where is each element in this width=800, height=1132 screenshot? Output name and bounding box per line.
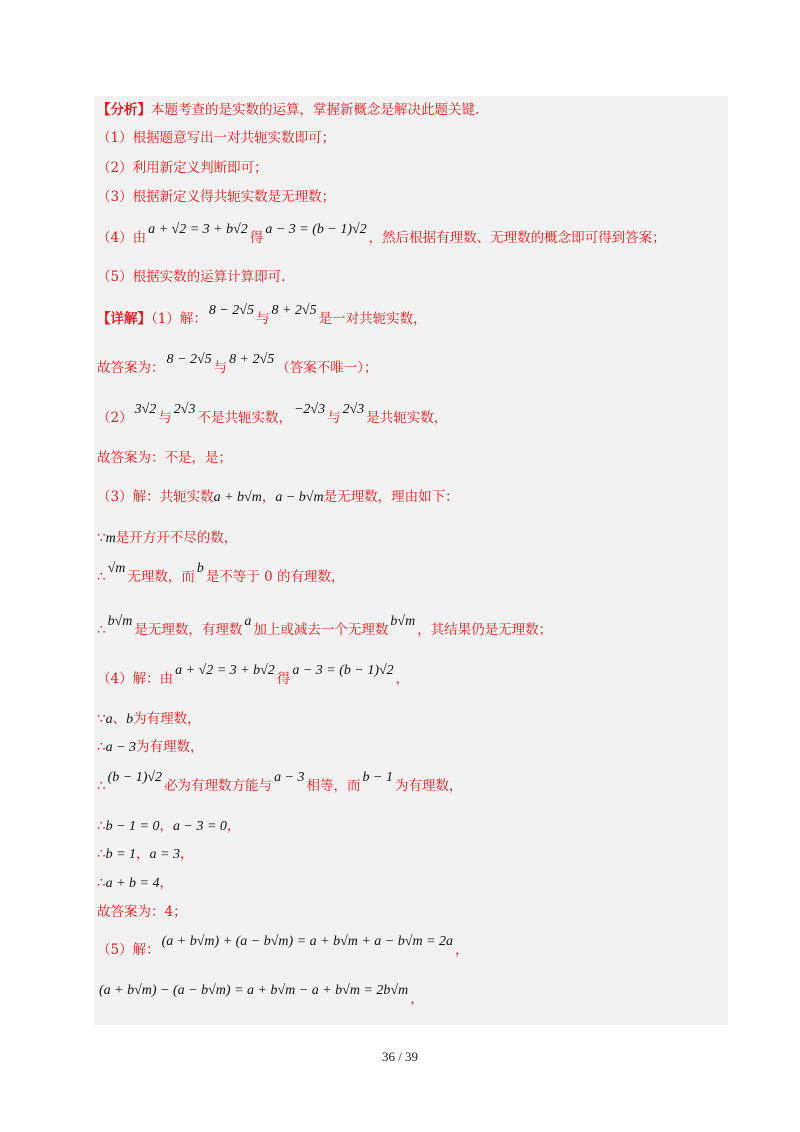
page-number: 36 / 39 [381,1049,419,1064]
because-symbol: ∵ [97,711,106,727]
math: 2√3 [173,402,196,417]
solution-4-line-6: ∴a + b = 4， [97,875,173,891]
therefore-symbol: ∴ [97,739,106,755]
math: a − b√m [275,490,324,505]
solution-3-line-2: ∴√m无理数，而b是不等于 0 的有理数， [97,561,345,585]
solution-3-line-3: ∴b√m是无理数，有理数a加上或减去一个无理数b√m，其结果仍是无理数； [97,614,553,638]
analysis-p2: （2）利用新定义判断即可； [97,160,268,176]
math: a − 3 = (b − 1)√2 [292,663,394,678]
math: a + b = 4 [105,876,160,891]
math: a + √2 = 3 + b√2 [148,222,248,237]
math: 2√3 [342,402,365,417]
answer-2: 故答案为：不是，是； [97,450,232,466]
math: b [196,561,204,576]
therefore-symbol: ∴ [97,569,106,585]
solution-5: （5）解：(a + b√m) + (a − b√m) = a + b√m + a − b√m = 2a， [97,934,469,958]
solution-4-line-2: ∴a − 3为有理数， [97,739,204,755]
solution-4-line-3: ∴(b − 1)√2必为有理数方能与a − 3相等，而b − 1为有理数， [97,770,463,794]
therefore-symbol: ∴ [97,846,106,862]
therefore-symbol: ∴ [97,875,106,891]
solution-2: （2）3√2与2√3不是共轭实数，−2√3与2√3是共轭实数， [97,402,448,426]
math: b = 1 [105,847,137,862]
math: a − 3 [105,740,137,755]
math: √m [107,561,126,576]
analysis-p1: （1）根据题意写出一对共轭实数即可； [97,130,336,146]
solution-4: （4）解：由a + √2 = 3 + b√2得a − 3 = (b − 1)√2， [97,663,410,687]
analysis-p4: （4）由a + √2 = 3 + b√2得a − 3 = (b − 1)√2，然后根据有理数、无理数的概念即可得到答案； [97,222,666,246]
math: b − 1 [362,770,393,785]
math: (a + b√m) + (a − b√m) = a + b√m + a − b√m = 2a [161,934,453,949]
math: b√m [390,614,416,629]
therefore-symbol: ∴ [97,818,106,834]
analysis-intro: 【分析】本题考查的是实数的运算，掌握新概念是解决此题关键. [97,102,480,118]
math: 8 − 2√5 [166,352,212,367]
therefore-symbol: ∴ [97,622,106,638]
solution-5-line-2: (a + b√m) − (a − b√m) = a + b√m − a + b√m = 2b√m， [99,983,424,1007]
math: (a + b√m) − (a − b√m) = a + b√m − a + b√m = 2b√m [99,983,409,998]
math: 8 − 2√5 [208,303,254,318]
solution-4-line-4: ∴b − 1 = 0，a − 3 = 0， [97,818,241,834]
answer-4: 故答案为：4； [97,904,187,920]
solution-4-line-1: ∵a、b为有理数， [97,711,201,727]
solution-3: （3）解：共轭实数a + b√m，a − b√m是无理数，理由如下： [97,489,459,505]
therefore-symbol: ∴ [97,778,106,794]
math: 3√2 [134,402,157,417]
math: a − 3 = 0 [173,819,227,834]
math: m [105,531,116,546]
math: b [126,712,134,727]
analysis-tag: 【分析】 [97,102,151,118]
math: a [244,614,252,629]
math: a − 3 = (b − 1)√2 [265,222,367,237]
math: a + b√m [213,490,262,505]
math: 8 + 2√5 [229,352,275,367]
math: a − 3 [274,770,305,785]
math: b − 1 = 0 [105,819,160,834]
math: a [105,712,113,727]
solution-1: 【详解】（1）解：8 − 2√5与8 + 2√5是一对共轭实数， [97,303,427,327]
solution-3-line-1: ∵m是开方开不尽的数， [97,530,238,546]
math: (b − 1)√2 [107,770,163,785]
solution-4-line-5: ∴b = 1，a = 3， [97,846,194,862]
analysis-p3: （3）根据新定义得共轭实数是无理数； [97,189,336,205]
math: a + √2 = 3 + b√2 [175,663,275,678]
math: −2√3 [293,402,326,417]
solution-tag: 【详解】 [97,311,151,327]
math: b√m [107,614,133,629]
analysis-p5: （5）根据实数的运算计算即可. [97,269,286,285]
answer-1: 故答案为：8 − 2√5与8 + 2√5（答案不唯一）； [97,352,378,376]
math: 8 + 2√5 [271,303,317,318]
because-symbol: ∵ [97,530,106,546]
math: a = 3 [149,847,180,862]
